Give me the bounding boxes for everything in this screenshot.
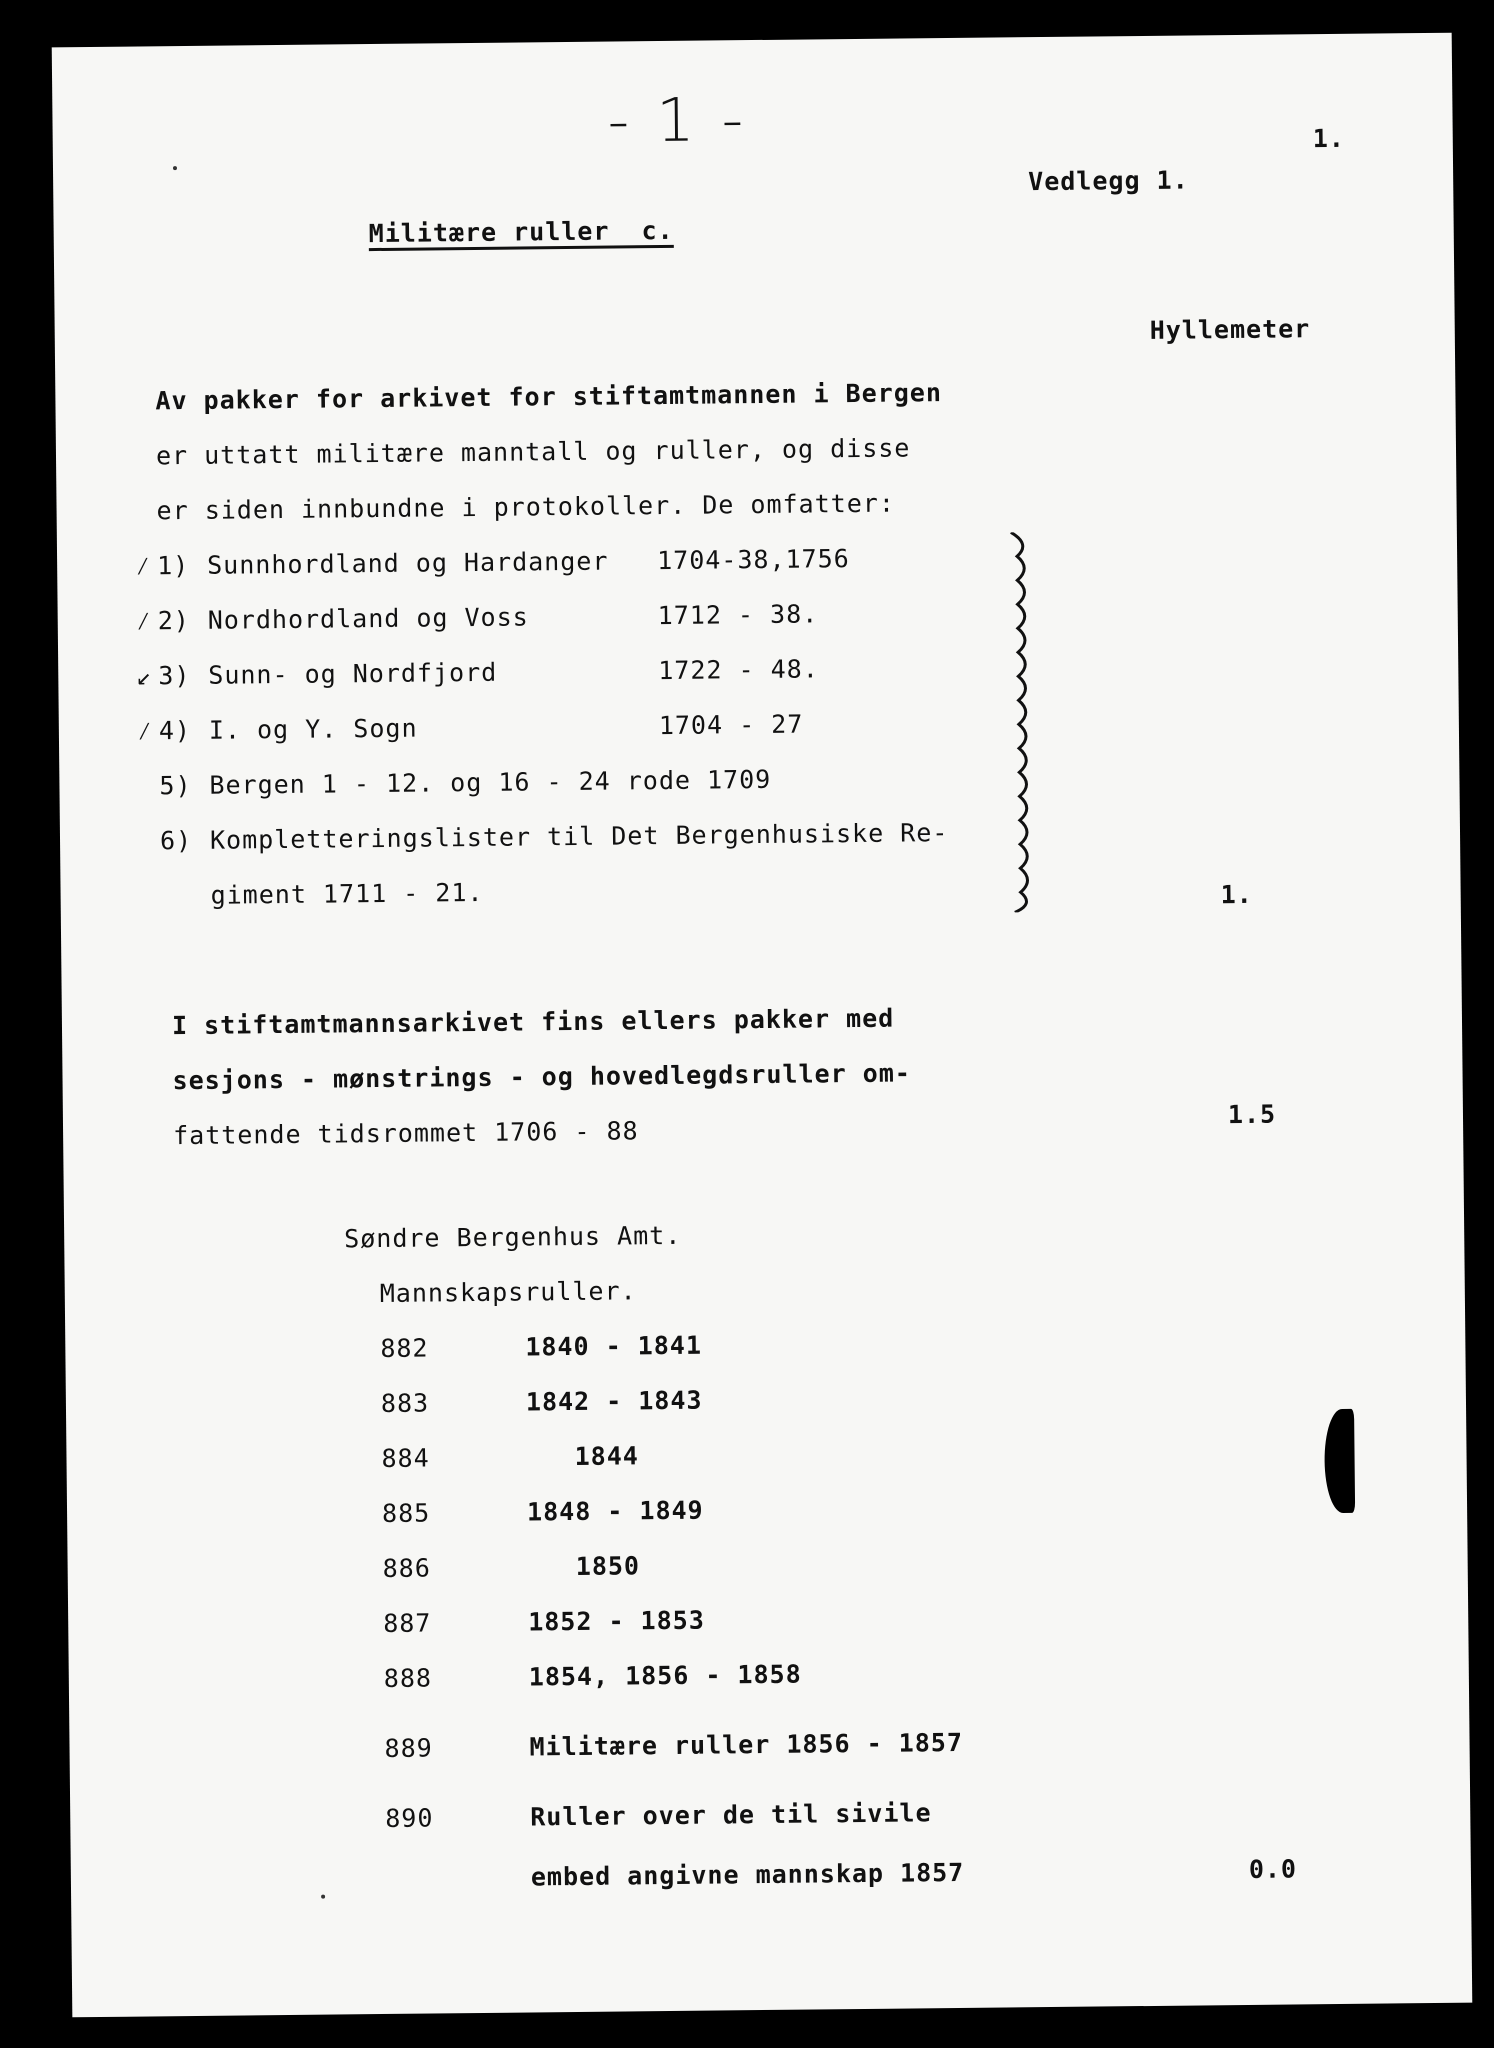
section-heading: Søndre Bergenhus Amt.: [344, 1220, 682, 1254]
para-line-3: fattende tidsrommet 1706 - 88: [172, 1116, 639, 1151]
item-years: 1704 - 27: [658, 709, 804, 741]
roll-text: 1842 - 1843: [525, 1385, 703, 1417]
roll-number: 882: [380, 1333, 429, 1364]
roll-text: 1850: [527, 1551, 641, 1582]
item-name: Sunnhordland og Hardanger: [207, 546, 609, 580]
roll-number: 889: [384, 1733, 433, 1763]
roll-text-continued: embed angivne mannskap 1857: [530, 1857, 965, 1892]
roll-number: 887: [383, 1608, 432, 1638]
item-number: 5): [159, 770, 192, 801]
speck: [321, 1895, 325, 1899]
roll-text: Militære ruller 1856 - 1857: [529, 1727, 964, 1762]
para-line-2: sesjons - mønstrings - og hovedlegdsruller om-: [172, 1058, 912, 1096]
intro-line-1: Av pakker for arkivet for stiftamtmannen i Bergen: [155, 378, 943, 416]
roll-number: 883: [380, 1388, 430, 1419]
item-number: 6): [159, 825, 193, 856]
item-name: Nordhordland og Voss: [207, 602, 529, 635]
document-title: Militære ruller c.: [368, 215, 674, 249]
item-years: 1704-38,1756: [656, 544, 850, 576]
roll-text: 1848 - 1849: [526, 1495, 704, 1527]
item-number: 1): [157, 550, 190, 581]
item-years: 1722 - 48.: [658, 654, 819, 686]
shelf-meter-value: 1.5: [1227, 1099, 1277, 1130]
shelf-meter-value: 0.0: [1248, 1854, 1298, 1884]
ink-blot: [1324, 1409, 1355, 1513]
item-number: 4): [158, 715, 192, 746]
item-check-mark: ↙: [136, 661, 153, 691]
roll-number: 885: [381, 1498, 431, 1529]
roll-number: 890: [385, 1803, 434, 1833]
item-number: 3): [158, 660, 191, 691]
page-number: 1.: [1312, 123, 1346, 154]
roll-number: 888: [383, 1663, 433, 1693]
section-subheading: Mannskapsruller.: [379, 1276, 637, 1309]
page-mark: - 1 -: [607, 85, 748, 157]
item-number: 2): [157, 605, 190, 636]
roll-text: 1854, 1856 - 1858: [528, 1659, 802, 1692]
para-line-1: I stiftamtmannsarkivet fins ellers pakker med: [171, 1003, 895, 1041]
item-name: Sunn- og Nordfjord: [208, 657, 498, 690]
speck: [173, 166, 177, 170]
roll-text: 1844: [526, 1441, 640, 1472]
shelf-meter-header: Hyllemeter: [1149, 314, 1311, 345]
document-page: [52, 33, 1473, 2018]
roll-number: 886: [382, 1553, 431, 1584]
item-years: 1712 - 38.: [657, 599, 819, 631]
shelf-meter-value: 1.: [1220, 879, 1253, 910]
item-check-mark: ⁄: [135, 551, 152, 581]
item-name: Bergen 1 - 12. og 16 - 24 rode 1709: [209, 764, 772, 800]
item-name-continued: giment 1711 - 21.: [210, 877, 484, 910]
roll-text: 1852 - 1853: [528, 1605, 705, 1637]
roll-number: 884: [381, 1443, 430, 1474]
item-check-mark: ⁄: [135, 606, 152, 636]
item-name: I. og Y. Sogn: [208, 713, 418, 745]
item-name: Kompletteringslister til Det Bergenhusiske Re-: [209, 818, 949, 855]
intro-line-3: er siden innbundne i protokoller. De omfatter:: [156, 488, 896, 526]
intro-line-2: er uttatt militære manntall og ruller, og disse: [155, 433, 911, 471]
attachment-label: Vedlegg 1.: [1028, 165, 1189, 197]
item-check-mark: ⁄: [136, 716, 154, 746]
roll-text: Ruller over de til sivile: [530, 1798, 932, 1832]
bracket-brace: [1007, 532, 1039, 912]
roll-text: 1840 - 1841: [525, 1330, 703, 1362]
